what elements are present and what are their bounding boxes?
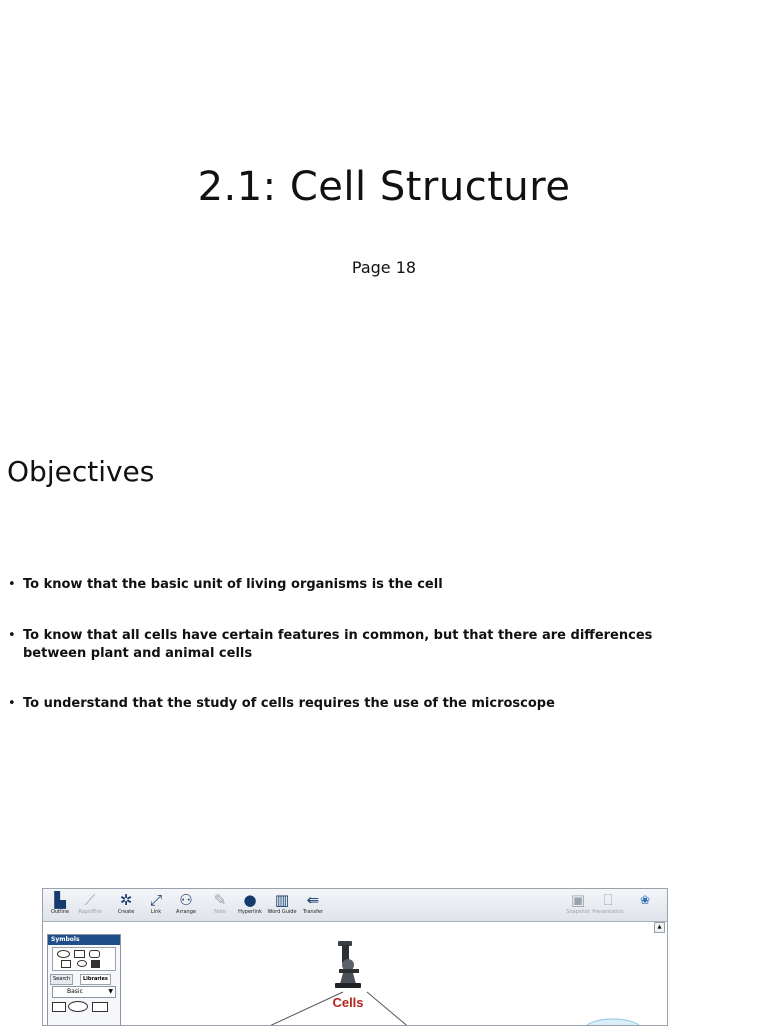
library-select-value: Basic — [67, 988, 83, 995]
microscope-icon[interactable] — [335, 941, 361, 988]
camera-icon: ▣ — [570, 891, 586, 909]
objective-text: To know that the basic unit of living organisms is the cell — [23, 577, 443, 592]
toolbar-label: Outline — [50, 909, 70, 915]
toolbar-label: Transfer — [302, 909, 324, 915]
toolbar-label: Snapshot — [566, 909, 590, 915]
presentation-icon: ⎕ — [603, 891, 613, 909]
note-icon: ✎ — [213, 891, 227, 909]
logo-icon: ❀ — [639, 893, 651, 907]
objective-text: To know that all cells have certain features in common, but that there are differences between plant and animal cells — [23, 628, 653, 661]
objective-item — [8, 576, 443, 594]
toolbar-label: Note — [214, 909, 226, 915]
toolbar-label: Create — [117, 909, 135, 915]
toolbar-label: Link — [150, 909, 162, 915]
slide-title: 2.1: Cell Structure — [197, 164, 571, 210]
diagram-link — [263, 992, 343, 1025]
diagram-link — [367, 992, 411, 1025]
rapidfire-icon: ⟋ — [84, 891, 96, 909]
toolbar-label: Presentation — [592, 909, 624, 915]
link-icon: ⤢ — [149, 891, 162, 909]
slide-subtitle: Page 18 — [351, 258, 417, 277]
create-icon: ✲ — [119, 891, 133, 909]
diagram-canvas — [43, 889, 667, 1025]
objectives-heading: Objectives — [7, 455, 155, 488]
app-screenshot — [42, 888, 668, 1026]
toolbar-label: Arrange — [176, 909, 196, 915]
bullet-icon: • — [8, 577, 16, 592]
objective-text: To understand that the study of cells requires the use of the microscope — [23, 696, 555, 711]
cell-node-shape[interactable] — [585, 1019, 641, 1025]
arrange-icon: ⚇ — [179, 891, 193, 909]
toolbar-label: Hyperlink — [238, 909, 262, 915]
hyperlink-icon: ● — [243, 891, 257, 909]
tab-search[interactable]: Search — [50, 974, 73, 985]
tab-libraries[interactable]: Libraries — [80, 974, 111, 985]
objective-item — [8, 627, 688, 663]
objective-item — [8, 695, 555, 713]
bullet-icon: • — [8, 628, 16, 643]
node-label[interactable]: Cells — [332, 995, 364, 1010]
scroll-up-button[interactable]: ▲ — [654, 922, 665, 933]
dropdown-arrow-icon: ▼ — [108, 988, 113, 995]
symbols-panel-title: Symbols — [48, 935, 120, 945]
word-guide-icon: ▥ — [274, 891, 290, 909]
bullet-icon: • — [8, 696, 16, 711]
transfer-icon: ⇚ — [306, 891, 320, 909]
toolbar-label: RapidFire — [78, 909, 102, 915]
outline-icon: ▙ — [54, 891, 66, 909]
toolbar-label: Word Guide — [267, 909, 297, 915]
